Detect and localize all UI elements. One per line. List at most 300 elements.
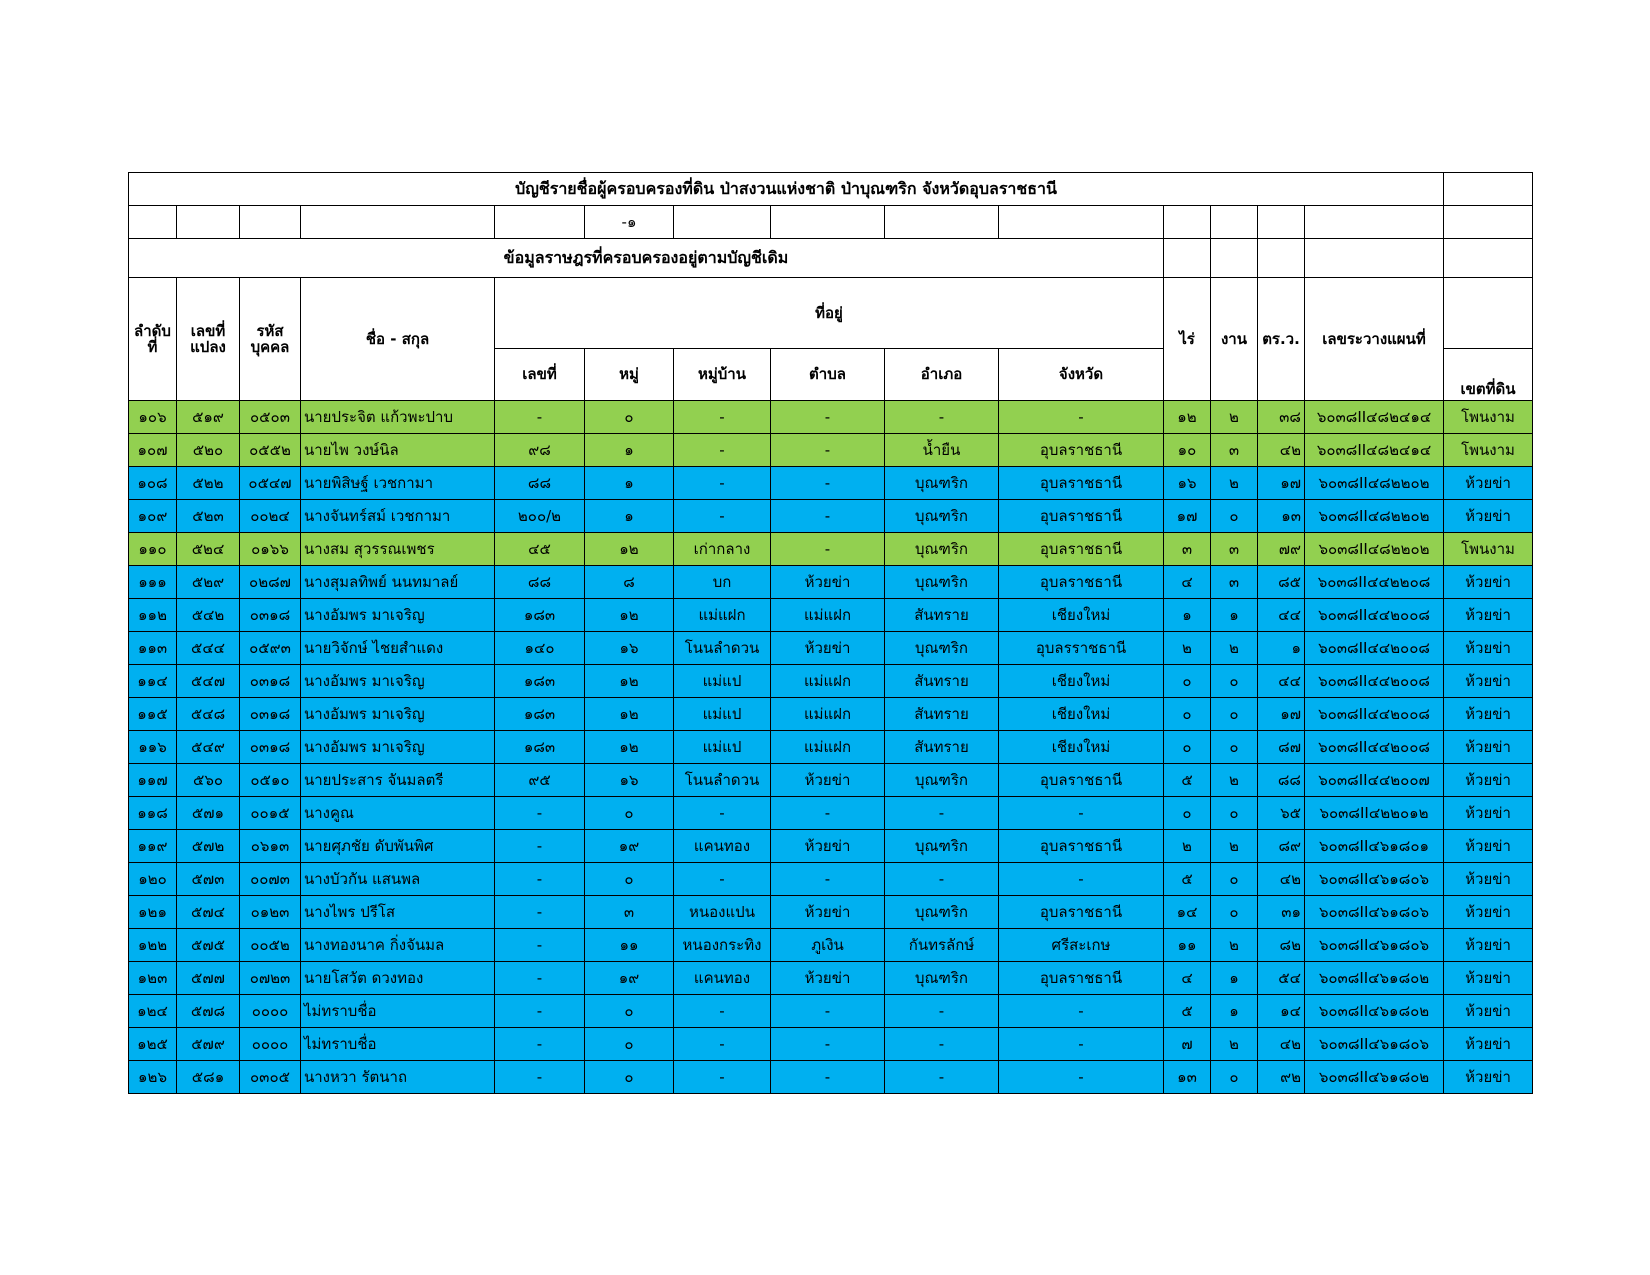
village-cell: โนนลำดวน: [674, 764, 771, 797]
tambon-cell: -: [771, 434, 885, 467]
zone-cell: ห้วยข่า: [1444, 665, 1533, 698]
plot-cell: ๕๗๑: [177, 797, 240, 830]
zone-cell: โพนงาม: [1444, 401, 1533, 434]
rai-cell: ๕: [1164, 995, 1211, 1028]
zone-cell: ห้วยข่า: [1444, 929, 1533, 962]
name-cell: นางสุมลทิพย์ นนทมาลย์: [301, 566, 495, 599]
amphoe-cell: -: [885, 797, 999, 830]
empty-cell: [129, 206, 177, 239]
amphoe-cell: บุณฑริก: [885, 566, 999, 599]
amphoe-cell: -: [885, 863, 999, 896]
subtitle-row: [129, 239, 1533, 278]
map-sheet-cell: ๖๐๓๘II๔๔๒๐๐๗: [1305, 764, 1444, 797]
house-no-cell: -: [495, 863, 585, 896]
tambon-cell: ห้วยข่า: [771, 632, 885, 665]
moo-cell: ๑: [585, 434, 674, 467]
ngan-cell: ๓: [1211, 434, 1258, 467]
empty-cell: [999, 206, 1164, 239]
name-cell: นายพิสิษฐ์ เวชกามา: [301, 467, 495, 500]
moo-cell: ๑๒: [585, 731, 674, 764]
person-code-cell: ๐๓๑๘: [240, 698, 301, 731]
sqwa-cell: ๑๗: [1258, 467, 1305, 500]
header-zone: เขตที่ดิน: [1444, 349, 1533, 401]
zone-cell: ห้วยข่า: [1444, 566, 1533, 599]
village-cell: -: [674, 467, 771, 500]
person-code-cell: ๐๕๐๓: [240, 401, 301, 434]
table-row: [129, 467, 1533, 500]
ngan-cell: ๑: [1211, 962, 1258, 995]
name-cell: นางอัมพร มาเจริญ: [301, 665, 495, 698]
table-row: [129, 599, 1533, 632]
amphoe-cell: บุณฑริก: [885, 533, 999, 566]
map-sheet-cell: ๖๐๓๘II๔๘๒๔๑๔: [1305, 434, 1444, 467]
rai-cell: ๑๑: [1164, 929, 1211, 962]
rai-cell: ๐: [1164, 665, 1211, 698]
rai-cell: ๑๒: [1164, 401, 1211, 434]
rai-cell: ๕: [1164, 863, 1211, 896]
ngan-cell: ๒: [1211, 929, 1258, 962]
sqwa-cell: ๔๔: [1258, 599, 1305, 632]
tambon-cell: -: [771, 863, 885, 896]
zone-cell: ห้วยข่า: [1444, 896, 1533, 929]
zone-cell: ห้วยข่า: [1444, 467, 1533, 500]
name-cell: นายประจิต แก้วพะปาบ: [301, 401, 495, 434]
ngan-cell: ๓: [1211, 533, 1258, 566]
person-code-cell: ๐๓๐๕: [240, 1061, 301, 1094]
house-no-cell: ๑๘๓: [495, 731, 585, 764]
moo-cell: ๑๖: [585, 764, 674, 797]
name-cell: นางหวา รัตนาถ: [301, 1061, 495, 1094]
plot-cell: ๕๔๗: [177, 665, 240, 698]
tambon-cell: ห้วยข่า: [771, 566, 885, 599]
empty-cell: [1444, 206, 1533, 239]
table-row: [129, 698, 1533, 731]
empty-cell: [1164, 206, 1211, 239]
zone-cell: ห้วยข่า: [1444, 1028, 1533, 1061]
table-row: [129, 401, 1533, 434]
village-cell: โนนลำดวน: [674, 632, 771, 665]
empty-cell: [1211, 239, 1258, 278]
name-cell: นางทองนาค กิ่งจันมล: [301, 929, 495, 962]
empty-cell: [885, 206, 999, 239]
zone-cell: ห้วยข่า: [1444, 995, 1533, 1028]
ngan-cell: ๒: [1211, 764, 1258, 797]
ngan-cell: ๐: [1211, 665, 1258, 698]
province-cell: -: [999, 401, 1164, 434]
moo-cell: ๑: [585, 500, 674, 533]
person-code-cell: ๐๖๑๓: [240, 830, 301, 863]
house-no-cell: -: [495, 896, 585, 929]
amphoe-cell: บุณฑริก: [885, 962, 999, 995]
ngan-cell: ๒: [1211, 1028, 1258, 1061]
moo-cell: ๑๙: [585, 962, 674, 995]
plot-cell: ๕๗๔: [177, 896, 240, 929]
ngan-cell: ๐: [1211, 896, 1258, 929]
person-code-cell: ๐๐๗๓: [240, 863, 301, 896]
table-row: [129, 830, 1533, 863]
ngan-cell: ๐: [1211, 863, 1258, 896]
province-cell: เชียงใหม่: [999, 698, 1164, 731]
plot-cell: ๕๘๑: [177, 1061, 240, 1094]
plot-cell: ๕๔๙: [177, 731, 240, 764]
moo-cell: ๑: [585, 467, 674, 500]
sqwa-cell: ๑: [1258, 632, 1305, 665]
amphoe-cell: -: [885, 1061, 999, 1094]
moo-cell: ๑๒: [585, 665, 674, 698]
name-cell: ไม่ทราบชื่อ: [301, 995, 495, 1028]
house-no-cell: ๑๘๓: [495, 599, 585, 632]
tambon-cell: แม่แฝก: [771, 698, 885, 731]
page-title: บัญชีรายชื่อผู้ครอบครองที่ดิน ป่าสงวนแห่งชาติ ป่าบุณฑริก จังหวัดอุบลราชธานี: [129, 173, 1444, 206]
table-row: [129, 1061, 1533, 1094]
amphoe-cell: สันทราย: [885, 599, 999, 632]
tambon-cell: แม่แฝก: [771, 731, 885, 764]
house-no-cell: ๑๘๓: [495, 698, 585, 731]
person-code-cell: ๐๑๒๓: [240, 896, 301, 929]
zone-cell: ห้วยข่า: [1444, 863, 1533, 896]
empty-cell: [1258, 239, 1305, 278]
moo-cell: ๑๖: [585, 632, 674, 665]
empty-cell: [1258, 206, 1305, 239]
rai-cell: ๑: [1164, 599, 1211, 632]
map-sheet-cell: ๖๐๓๘II๔๖๑๘๐๖: [1305, 929, 1444, 962]
tambon-cell: -: [771, 995, 885, 1028]
village-cell: -: [674, 863, 771, 896]
map-sheet-cell: ๖๐๓๘II๔๖๑๘๐๖: [1305, 1028, 1444, 1061]
ngan-cell: ๑: [1211, 599, 1258, 632]
empty-cell: [1164, 239, 1211, 278]
sqwa-cell: ๔๒: [1258, 863, 1305, 896]
moo-cell: ๑๒: [585, 698, 674, 731]
tambon-cell: -: [771, 533, 885, 566]
empty-cell: [1305, 239, 1444, 278]
plot-cell: ๕๗๗: [177, 962, 240, 995]
village-cell: -: [674, 434, 771, 467]
person-code-cell: ๐๐๐๐: [240, 995, 301, 1028]
page-marker: -๑: [585, 206, 674, 239]
amphoe-cell: -: [885, 1028, 999, 1061]
moo-cell: ๘: [585, 566, 674, 599]
amphoe-cell: บุณฑริก: [885, 896, 999, 929]
village-cell: -: [674, 500, 771, 533]
header-tambon: ตำบล: [771, 349, 885, 401]
village-cell: แม่แป: [674, 698, 771, 731]
amphoe-cell: -: [885, 401, 999, 434]
house-no-cell: -: [495, 995, 585, 1028]
person-code-cell: ๐๒๘๗: [240, 566, 301, 599]
province-cell: อุบลรราชธานี: [999, 632, 1164, 665]
rai-cell: ๑๓: [1164, 1061, 1211, 1094]
sqwa-cell: ๑๓: [1258, 500, 1305, 533]
house-no-cell: ๑๘๓: [495, 665, 585, 698]
empty-cell: [1444, 239, 1533, 278]
seq-cell: ๑๐๗: [129, 434, 177, 467]
header-moo: หมู่: [585, 349, 674, 401]
house-no-cell: ๙๘: [495, 434, 585, 467]
seq-cell: ๑๐๙: [129, 500, 177, 533]
empty-cell: [674, 206, 771, 239]
plot-cell: ๕๒๓: [177, 500, 240, 533]
map-sheet-cell: ๖๐๓๘II๔๘๒๒๐๒: [1305, 533, 1444, 566]
ngan-cell: ๑: [1211, 995, 1258, 1028]
amphoe-cell: กันทรลักษ์: [885, 929, 999, 962]
name-cell: นางบัวกัน แสนพล: [301, 863, 495, 896]
moo-cell: ๐: [585, 995, 674, 1028]
name-cell: นายไพ วงษ์นิล: [301, 434, 495, 467]
person-code-cell: ๐๕๔๗: [240, 467, 301, 500]
empty-cell: [177, 206, 240, 239]
amphoe-cell: สันทราย: [885, 698, 999, 731]
section-subtitle: ข้อมูลราษฎรที่ครอบครองอยู่ตามบัญชีเดิม: [129, 239, 1164, 278]
amphoe-cell: -: [885, 995, 999, 1028]
header-sqwa: ตร.ว.: [1258, 278, 1305, 401]
tambon-cell: แม่แฝก: [771, 599, 885, 632]
seq-cell: ๑๑๕: [129, 698, 177, 731]
zone-cell: ห้วยข่า: [1444, 962, 1533, 995]
amphoe-cell: บุณฑริก: [885, 632, 999, 665]
header-name: ชื่อ - สกุล: [301, 278, 495, 401]
zone-cell: ห้วยข่า: [1444, 698, 1533, 731]
province-cell: -: [999, 995, 1164, 1028]
map-sheet-cell: ๖๐๓๘II๔๖๑๘๐๖: [1305, 896, 1444, 929]
header-plot: เลขที่แปลง: [177, 278, 240, 401]
rai-cell: ๑๔: [1164, 896, 1211, 929]
sqwa-cell: ๘๘: [1258, 764, 1305, 797]
tambon-cell: ห้วยข่า: [771, 962, 885, 995]
seq-cell: ๑๑๓: [129, 632, 177, 665]
moo-cell: ๐: [585, 1061, 674, 1094]
sqwa-cell: ๑๔: [1258, 995, 1305, 1028]
sqwa-cell: ๙๒: [1258, 1061, 1305, 1094]
name-cell: นายศุภชัย ดับพันพิศ: [301, 830, 495, 863]
sqwa-cell: ๘๒: [1258, 929, 1305, 962]
seq-cell: ๑๒๑: [129, 896, 177, 929]
tambon-cell: ห้วยข่า: [771, 830, 885, 863]
rai-cell: ๗: [1164, 1028, 1211, 1061]
table-row: [129, 566, 1533, 599]
amphoe-cell: สันทราย: [885, 665, 999, 698]
sqwa-cell: ๘๕: [1258, 566, 1305, 599]
plot-cell: ๕๔๒: [177, 599, 240, 632]
person-code-cell: ๐๐๐๐: [240, 1028, 301, 1061]
village-cell: แคนทอง: [674, 962, 771, 995]
plot-cell: ๕๒๒: [177, 467, 240, 500]
sqwa-cell: ๔๒: [1258, 434, 1305, 467]
house-no-cell: -: [495, 929, 585, 962]
name-cell: นางอัมพร มาเจริญ: [301, 698, 495, 731]
plot-cell: ๕๑๙: [177, 401, 240, 434]
map-sheet-cell: ๖๐๓๘II๔๒๒๐๑๒: [1305, 797, 1444, 830]
tambon-cell: ห้วยข่า: [771, 896, 885, 929]
map-sheet-cell: ๖๐๓๘II๔๔๒๒๐๘: [1305, 566, 1444, 599]
moo-cell: ๑๒: [585, 599, 674, 632]
province-cell: อุบลราชธานี: [999, 566, 1164, 599]
rai-cell: ๔: [1164, 566, 1211, 599]
amphoe-cell: สันทราย: [885, 731, 999, 764]
name-cell: นางคูณ: [301, 797, 495, 830]
table-row: [129, 896, 1533, 929]
rai-cell: ๑๐: [1164, 434, 1211, 467]
province-cell: อุบลราชธานี: [999, 467, 1164, 500]
table-row: [129, 1028, 1533, 1061]
amphoe-cell: บุณฑริก: [885, 830, 999, 863]
seq-cell: ๑๑๐: [129, 533, 177, 566]
zone-cell: โพนงาม: [1444, 533, 1533, 566]
sqwa-cell: ๑๗: [1258, 698, 1305, 731]
ngan-cell: ๐: [1211, 731, 1258, 764]
table-row: [129, 863, 1533, 896]
map-sheet-cell: ๖๐๓๘II๔๖๑๘๐๒: [1305, 995, 1444, 1028]
house-no-cell: ๘๘: [495, 566, 585, 599]
house-no-cell: -: [495, 830, 585, 863]
seq-cell: ๑๒๔: [129, 995, 177, 1028]
name-cell: นางไพร ปรีโส: [301, 896, 495, 929]
ngan-cell: ๐: [1211, 797, 1258, 830]
blank-row: [129, 206, 1533, 239]
rai-cell: ๐: [1164, 731, 1211, 764]
province-cell: เชียงใหม่: [999, 665, 1164, 698]
ngan-cell: ๒: [1211, 467, 1258, 500]
tambon-cell: -: [771, 797, 885, 830]
zone-cell: ห้วยข่า: [1444, 632, 1533, 665]
province-cell: ศรีสะเกษ: [999, 929, 1164, 962]
plot-cell: ๕๒๐: [177, 434, 240, 467]
zone-cell: ห้วยข่า: [1444, 764, 1533, 797]
seq-cell: ๑๑๖: [129, 731, 177, 764]
house-no-cell: -: [495, 962, 585, 995]
village-cell: -: [674, 995, 771, 1028]
land-occupant-table: [128, 172, 1533, 1094]
name-cell: นางอัมพร มาเจริญ: [301, 599, 495, 632]
province-cell: เชียงใหม่: [999, 599, 1164, 632]
header-ngan: งาน: [1211, 278, 1258, 401]
person-code-cell: ๐๕๑๐: [240, 764, 301, 797]
empty-cell: [1305, 206, 1444, 239]
header-rai: ไร่: [1164, 278, 1211, 401]
person-code-cell: ๐๕๙๓: [240, 632, 301, 665]
person-code-cell: ๐๕๕๒: [240, 434, 301, 467]
table-row: [129, 929, 1533, 962]
table-row: [129, 665, 1533, 698]
village-cell: บก: [674, 566, 771, 599]
province-cell: อุบลราชธานี: [999, 764, 1164, 797]
rai-cell: ๒: [1164, 632, 1211, 665]
seq-cell: ๑๑๒: [129, 599, 177, 632]
sqwa-cell: ๘๗: [1258, 731, 1305, 764]
zone-cell: ห้วยข่า: [1444, 500, 1533, 533]
sqwa-cell: ๔๔: [1258, 665, 1305, 698]
moo-cell: ๐: [585, 863, 674, 896]
table-row: [129, 731, 1533, 764]
province-cell: -: [999, 1061, 1164, 1094]
name-cell: นายวิจักษ์ ไชยสำแดง: [301, 632, 495, 665]
amphoe-cell: บุณฑริก: [885, 467, 999, 500]
empty-cell: [495, 206, 585, 239]
village-cell: หนองกระทิง: [674, 929, 771, 962]
table-row: [129, 434, 1533, 467]
rai-cell: ๐: [1164, 698, 1211, 731]
table-row: [129, 500, 1533, 533]
zone-cell: ห้วยข่า: [1444, 731, 1533, 764]
person-code-cell: ๐๓๑๘: [240, 599, 301, 632]
house-no-cell: ๑๔๐: [495, 632, 585, 665]
ngan-cell: ๓: [1211, 566, 1258, 599]
sqwa-cell: ๘๙: [1258, 830, 1305, 863]
seq-cell: ๑๒๒: [129, 929, 177, 962]
moo-cell: ๐: [585, 1028, 674, 1061]
header-province: จังหวัด: [999, 349, 1164, 401]
header-map-sheet: เลขระวางแผนที่: [1305, 278, 1444, 401]
village-cell: แคนทอง: [674, 830, 771, 863]
header-seq: ลำดับที่: [129, 278, 177, 401]
province-cell: -: [999, 797, 1164, 830]
person-code-cell: ๐๗๒๓: [240, 962, 301, 995]
empty-cell: [1444, 278, 1533, 349]
sqwa-cell: ๕๔: [1258, 962, 1305, 995]
plot-cell: ๕๒๙: [177, 566, 240, 599]
ngan-cell: ๒: [1211, 632, 1258, 665]
house-no-cell: -: [495, 401, 585, 434]
house-no-cell: -: [495, 797, 585, 830]
ngan-cell: ๐: [1211, 1061, 1258, 1094]
tambon-cell: -: [771, 500, 885, 533]
ngan-cell: ๒: [1211, 401, 1258, 434]
plot-cell: ๕๗๘: [177, 995, 240, 1028]
table-row: [129, 797, 1533, 830]
ngan-cell: ๒: [1211, 830, 1258, 863]
province-cell: อุบลราชธานี: [999, 896, 1164, 929]
village-cell: -: [674, 1028, 771, 1061]
map-sheet-cell: ๖๐๓๘II๔๔๒๐๐๘: [1305, 599, 1444, 632]
seq-cell: ๑๑๙: [129, 830, 177, 863]
rai-cell: ๑๖: [1164, 467, 1211, 500]
map-sheet-cell: ๖๐๓๘II๔๖๑๘๐๒: [1305, 962, 1444, 995]
person-code-cell: ๐๐๒๔: [240, 500, 301, 533]
map-sheet-cell: ๖๐๓๘II๔๔๒๐๐๘: [1305, 632, 1444, 665]
table-row: [129, 632, 1533, 665]
empty-cell: [1444, 173, 1533, 206]
rai-cell: ๕: [1164, 764, 1211, 797]
table-row: [129, 995, 1533, 1028]
ngan-cell: ๐: [1211, 698, 1258, 731]
rai-cell: ๒: [1164, 830, 1211, 863]
village-cell: แม่แป: [674, 665, 771, 698]
village-cell: แม่แป: [674, 731, 771, 764]
person-code-cell: ๐๑๖๖: [240, 533, 301, 566]
plot-cell: ๕๗๓: [177, 863, 240, 896]
zone-cell: ห้วยข่า: [1444, 830, 1533, 863]
seq-cell: ๑๑๘: [129, 797, 177, 830]
person-code-cell: ๐๐๑๕: [240, 797, 301, 830]
province-cell: เชียงใหม่: [999, 731, 1164, 764]
table-row: [129, 533, 1533, 566]
province-cell: -: [999, 863, 1164, 896]
plot-cell: ๕๒๔: [177, 533, 240, 566]
province-cell: -: [999, 1028, 1164, 1061]
name-cell: นายโสวัต ดวงทอง: [301, 962, 495, 995]
seq-cell: ๑๒๕: [129, 1028, 177, 1061]
name-cell: นางอัมพร มาเจริญ: [301, 731, 495, 764]
header-house-no: เลขที่: [495, 349, 585, 401]
ngan-cell: ๐: [1211, 500, 1258, 533]
house-no-cell: -: [495, 1028, 585, 1061]
header-amphoe: อำเภอ: [885, 349, 999, 401]
plot-cell: ๕๗๒: [177, 830, 240, 863]
header-person-code: รหัสบุคคล: [240, 278, 301, 401]
seq-cell: ๑๒๓: [129, 962, 177, 995]
map-sheet-cell: ๖๐๓๘II๔๔๒๐๐๘: [1305, 698, 1444, 731]
amphoe-cell: บุณฑริก: [885, 764, 999, 797]
